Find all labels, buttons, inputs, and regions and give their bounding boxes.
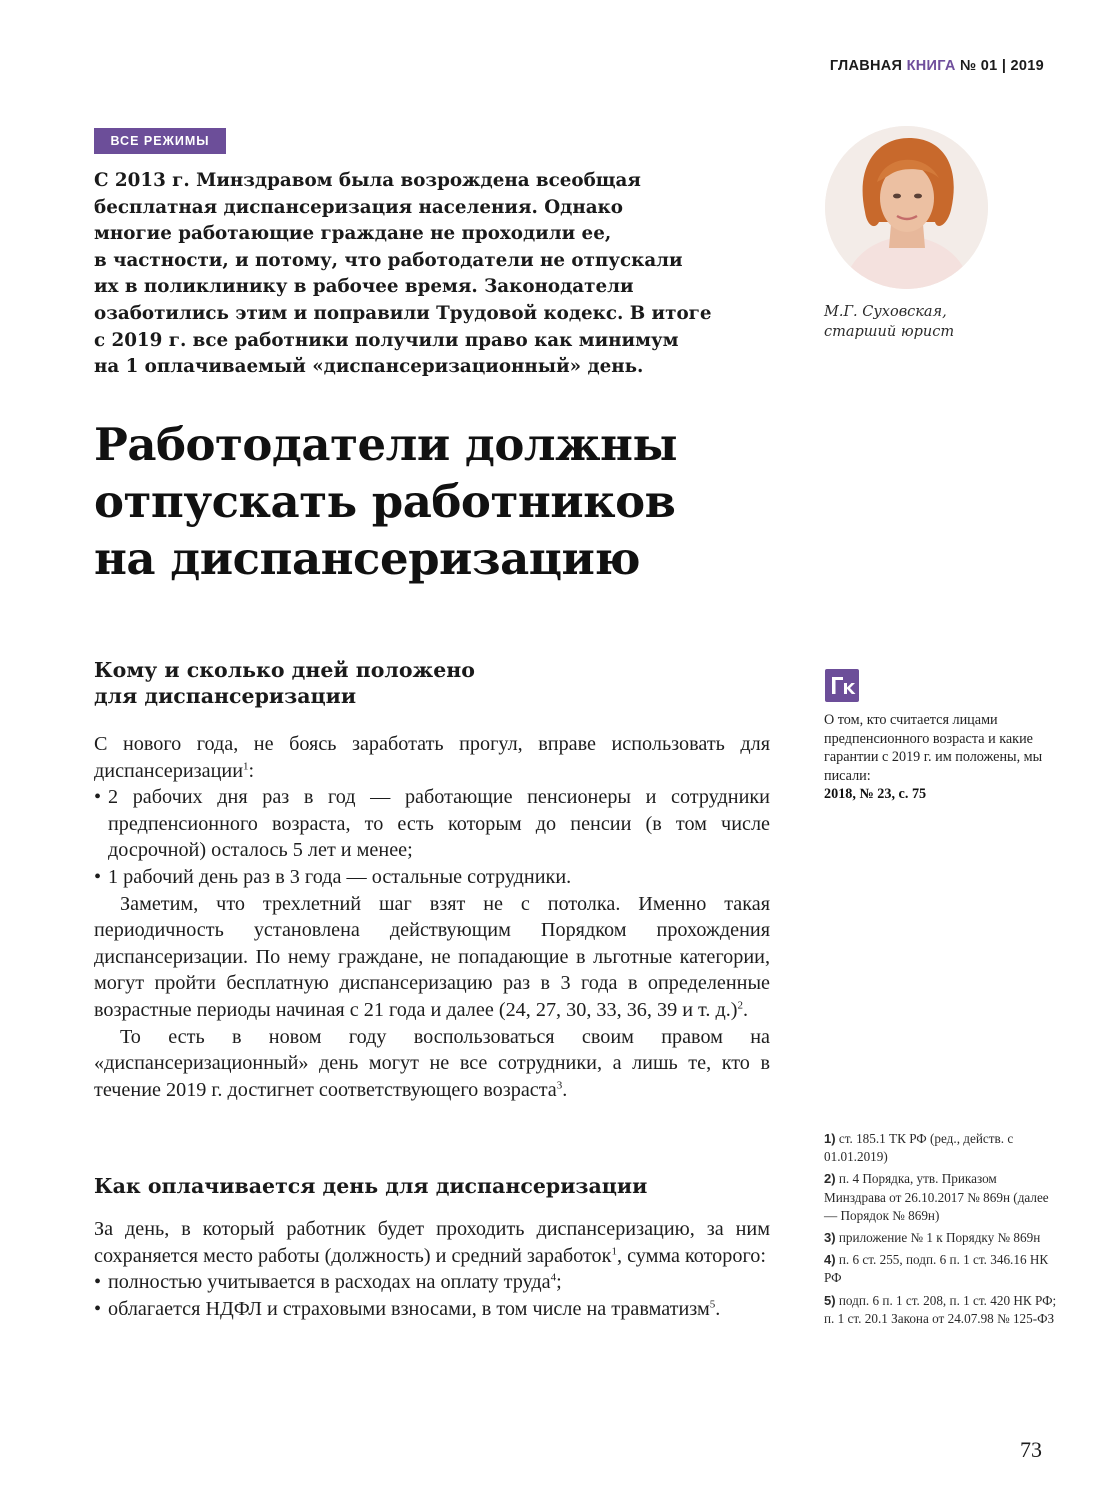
list-item: • 1 рабочий день раз в 3 года — остальные сотрудники.	[94, 864, 770, 891]
paragraph: За день, в который работник будет проходить диспансеризацию, за ним сохраняется место работы (должность) и средний заработок$^1$, сумма которого:	[94, 1218, 770, 1267]
author-photo	[825, 126, 988, 289]
sidebar-note-reference: 2018, № 23, с. 75	[824, 786, 927, 802]
footnotes	[824, 1130, 1060, 1332]
list-item: • 2 рабочих дня раз в год — работающие пенсионеры и сотрудники предпенсионного возраста, то есть которым до пенсии (в том числе досрочной) осталось 5 лет и менее;	[94, 784, 770, 864]
paragraph: Заметим, что трехлетний шаг взят не с потолка. Именно такая периодичность установлена действующим Порядком прохождения диспансеризации. По нему граждане, не попадающие в льготные категории, могут пройти бесплатную диспансеризацию раз в 3 года в определенные возрастные периоды начиная с 21 года и далее (24, 27, 30, 33, 36, 39 и т. д.)$^2$.	[94, 892, 770, 1021]
author-name: М.Г. Суховская,	[824, 304, 947, 320]
section-heading-who: Кому и сколько дней положено для диспансеризации	[94, 658, 475, 708]
footnote: 4) п. 6 ст. 255, подп. 6 п. 1 ст. 346.16 НК РФ	[824, 1252, 1049, 1286]
lead-paragraph: С 2013 г. Минздравом была возрождена всеобщая бесплатная диспансеризация населения. Однако многие работающие граждане не проходили ее, в частности, и потому, что работодатели не отпускали их в поликлинику в рабочее время. Законодатели озаботились этим и поправили Трудовой кодекс. В итоге с 2019 г. все работники получили право как минимум на 1 оплачиваемый «диспансеризационный» день.	[94, 170, 712, 378]
paragraph: То есть в новом году воспользоваться своим правом на «диспансеризационный» день могут не все сотрудники, а лишь те, кто в течение 2019 г. достигнет соответствующего возраста$^3$.	[94, 1025, 770, 1101]
bullet-list	[94, 1269, 770, 1322]
footnote: 2) п. 4 Порядка, утв. Приказом Минздрава от 26.10.2017 № 869н (далее — Порядок № 869н)	[824, 1171, 1049, 1223]
sidebar-note: О том, кто считается лицами предпенсионного возраста и какие гарантии с 2019 г. им положены, мы писали:	[824, 712, 1043, 784]
issue-number: № 01 | 2019	[960, 58, 1044, 74]
article-title: Работодатели должны отпускать работников на диспансеризацию	[94, 418, 678, 585]
magazine-header	[830, 58, 1044, 74]
page-number: 73	[1020, 1437, 1042, 1462]
magazine-name: ГЛАВНАЯ	[829, 58, 903, 74]
author-position: старший юрист	[824, 324, 955, 340]
section-body-who	[94, 731, 770, 1103]
gk-logo-icon	[825, 669, 859, 702]
section-heading-payment: Как оплачивается день для диспансеризации	[94, 1174, 648, 1198]
section-body-payment	[94, 1216, 770, 1322]
rubric-tag: ВСЕ РЕЖИМЫ	[94, 128, 226, 154]
footnote: 1) ст. 185.1 ТК РФ (ред., действ. с 01.01.2019)	[824, 1131, 1014, 1165]
list-item: • облагается НДФЛ и страховыми взносами, в том числе на травматизм$^5$.	[94, 1296, 770, 1323]
footnote: 3) приложение № 1 к Порядку № 869н	[824, 1230, 1041, 1246]
footnote: 5) подп. 6 п. 1 ст. 208, п. 1 ст. 420 НК РФ; п. 1 ст. 20.1 Закона от 24.07.98 № 125-ФЗ	[824, 1292, 1057, 1326]
magazine-name-accent: КНИГА	[906, 58, 956, 74]
paragraph: С нового года, не боясь заработать прогул, вправе использовать для диспансеризации$^1$:	[94, 733, 770, 782]
bullet-list	[94, 784, 770, 890]
author-caption	[824, 302, 1044, 342]
list-item: • полностью учитывается в расходах на оплату труда$^4$;	[94, 1269, 770, 1296]
